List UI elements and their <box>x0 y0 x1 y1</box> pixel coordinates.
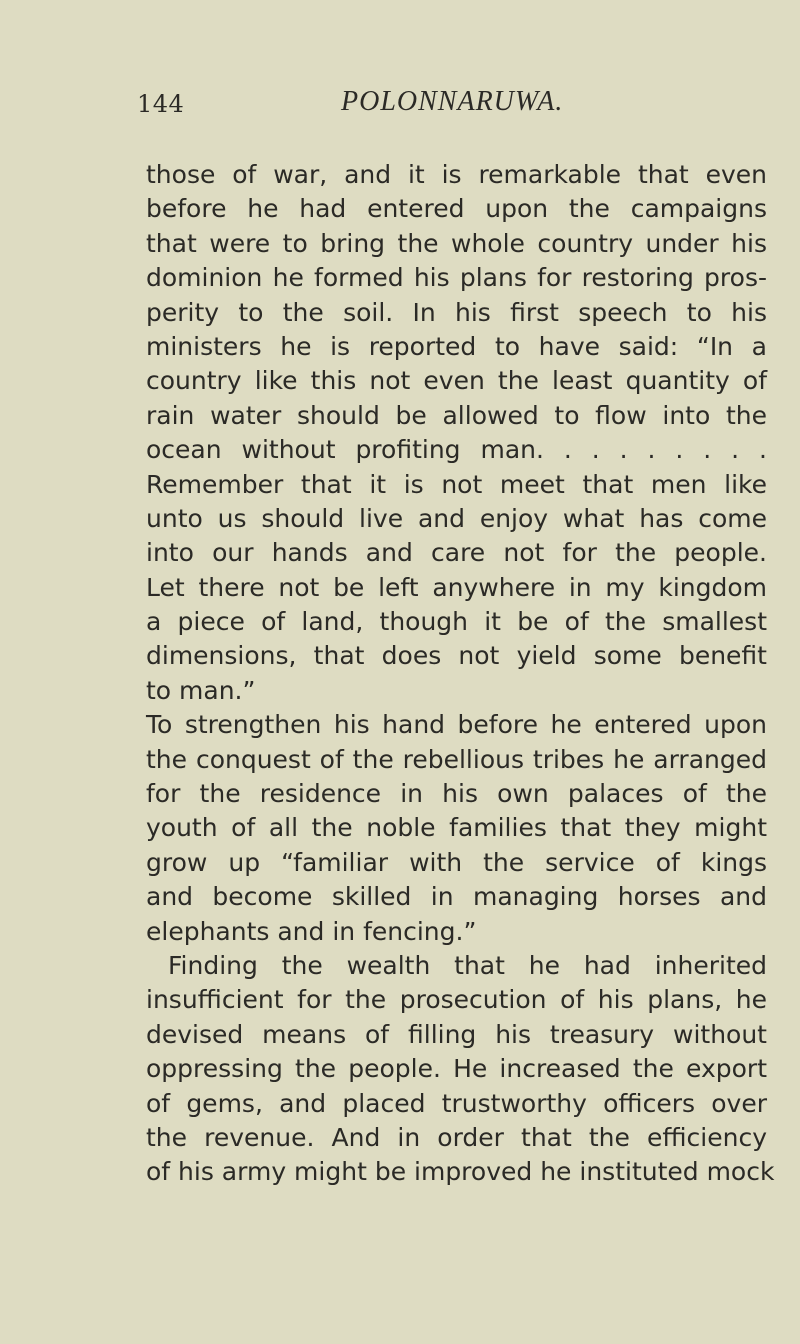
text-line: for the residence in his own palaces of the <box>146 779 767 809</box>
text-line: country like this not even the least quantity of <box>146 366 767 396</box>
text-line: oppressing the people. He increased the export <box>146 1054 767 1084</box>
page-number: 144 <box>137 90 185 118</box>
running-head: POLONNARUWA. <box>341 86 564 117</box>
text-line: youth of all the noble families that they might <box>146 813 767 843</box>
text-line: and become skilled in managing horses and <box>146 882 767 912</box>
text-line: insufficient for the prosecution of his plans, he <box>146 985 767 1015</box>
text-line: grow up “familiar with the service of kings <box>146 847 767 877</box>
text-line: a piece of land, though it be of the smallest <box>146 607 767 637</box>
text-line: dominion he formed his plans for restoring pros- <box>146 263 767 293</box>
text-line: devised means of filling his treasury without <box>146 1019 767 1049</box>
text-line: ocean without profiting man. . . . . . . . . <box>146 435 767 465</box>
text-line: the conquest of the rebellious tribes he arranged <box>146 744 767 774</box>
text-line: dimensions, that does not yield some benefit <box>146 641 767 671</box>
text-line: To strengthen his hand before he entered upon <box>146 710 767 740</box>
text-line: elephants and in fencing.” <box>146 916 477 946</box>
text-line: of gems, and placed trustworthy officers over <box>146 1088 767 1118</box>
text-line: into our hands and care not for the people. <box>146 538 767 568</box>
text-line: of his army might be improved he instituted mock <box>146 1157 775 1187</box>
text-line: rain water should be allowed to flow into the <box>146 400 767 430</box>
text-line: Finding the wealth that he had inherited <box>168 950 767 980</box>
page-header <box>0 86 800 126</box>
body-text <box>146 158 775 1190</box>
text-line: Let there not be left anywhere in my kingdom <box>146 572 767 602</box>
text-line: Remember that it is not meet that men like <box>146 469 767 499</box>
text-line: before he had entered upon the campaigns <box>146 194 767 224</box>
text-line: those of war, and it is remarkable that even <box>146 160 767 189</box>
text-line: the revenue. And in order that the efficiency <box>146 1122 767 1152</box>
text-line: ministers he is reported to have said: “In a <box>146 331 767 361</box>
text-line: perity to the soil. In his first speech to his <box>146 297 767 327</box>
text-line: unto us should live and enjoy what has come <box>146 503 767 533</box>
text-line: that were to bring the whole country under his <box>146 228 767 258</box>
text-line: to man.” <box>146 675 256 705</box>
